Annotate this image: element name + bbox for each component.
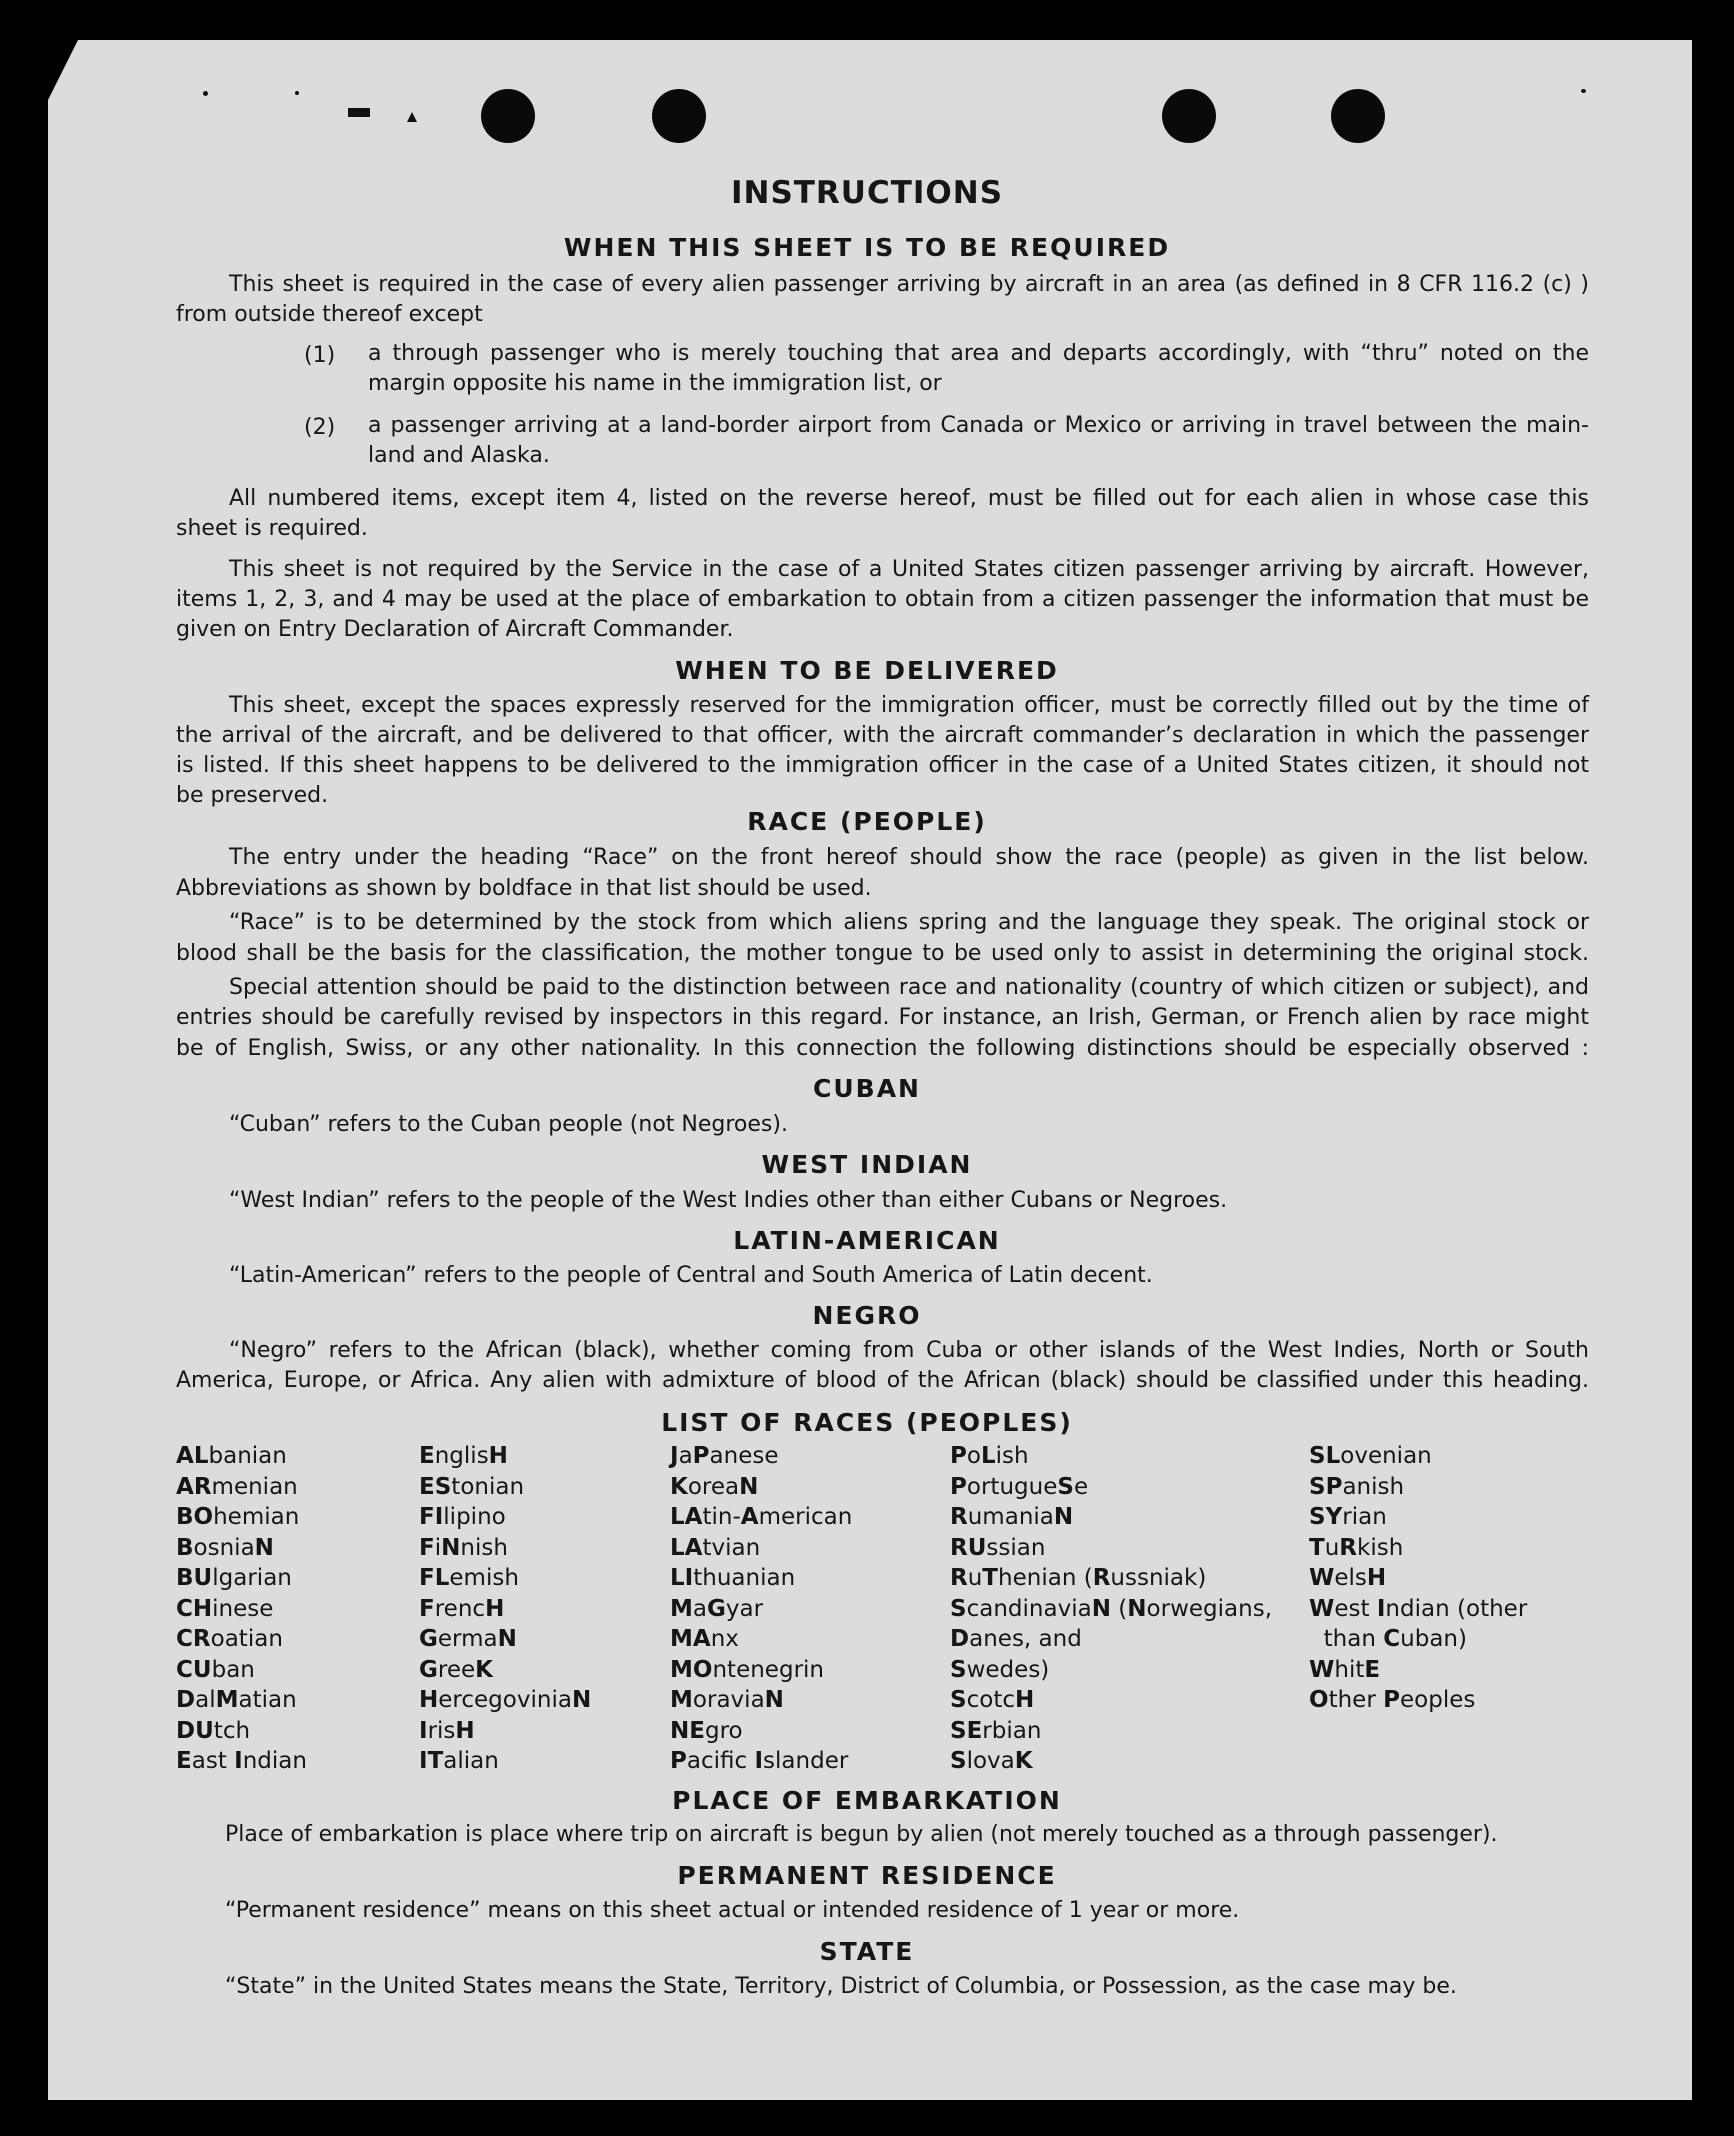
race-entry: RuThenian (Russniak) xyxy=(950,1565,1207,1591)
page-title: INSTRUCTIONS xyxy=(730,175,1004,211)
text-line: from outside thereof except xyxy=(176,302,483,327)
race-entry: ALbanian xyxy=(176,1443,287,1469)
race-entry: SYrian xyxy=(1309,1504,1387,1530)
text-line: “Latin-American” refers to the people of Central and South America of Latin decent. xyxy=(229,1263,1153,1288)
race-entry: SlovaK xyxy=(950,1748,1033,1774)
list-number: (2) xyxy=(304,415,336,440)
race-entry: WelsH xyxy=(1309,1565,1387,1591)
race-entry: ScotcH xyxy=(950,1687,1035,1713)
race-entry: SLovenian xyxy=(1309,1443,1432,1469)
race-entry: Swedes) xyxy=(950,1656,1050,1683)
text-line: “Permanent residence” means on this sheet actual or intended residence of 1 year or more. xyxy=(225,1898,1240,1923)
race-entry: IrisH xyxy=(419,1717,475,1744)
race-entry: Pacifc Islander xyxy=(670,1748,849,1774)
race-entry: RUssian xyxy=(950,1534,1046,1561)
race-entry: EnglisH xyxy=(419,1443,508,1469)
text-line: be preserved. xyxy=(176,783,329,808)
race-entry: MaGyar xyxy=(670,1595,764,1622)
race-entry: RumaniaN xyxy=(950,1504,1074,1530)
race-entry: DalMatian xyxy=(176,1687,297,1713)
punch-hole xyxy=(1162,89,1216,143)
race-entry: BosniaN xyxy=(176,1534,274,1561)
race-entry: KoreaN xyxy=(670,1473,759,1500)
text-line: given on Entry Declaration of Aircraft Commander. xyxy=(176,617,734,642)
race-entry: than Cuban) xyxy=(1323,1626,1467,1652)
punch-hole xyxy=(1331,89,1385,143)
section-heading-cuban: CUBAN xyxy=(813,1074,921,1103)
text-line: “Race” is to be determined by the stock from which aliens spring and the language they speak. The original stock or xyxy=(229,910,1589,935)
section-heading-residence: PERMANENT RESIDENCE xyxy=(677,1861,1057,1890)
race-entry: PoLish xyxy=(950,1443,1029,1469)
race-entry: East Indian xyxy=(176,1748,307,1774)
section-heading-state: STATE xyxy=(819,1937,915,1966)
section-heading-latin-american: LATIN-AMERICAN xyxy=(733,1226,1001,1255)
text-line: a passenger arriving at a land-border airport from Canada or Mexico or arriving in travel between the main- xyxy=(368,413,1589,438)
race-entry: LAtvian xyxy=(670,1534,761,1561)
race-entry: MAnx xyxy=(670,1626,739,1652)
race-entry: FrencH xyxy=(419,1595,505,1622)
race-entry: ARmenian xyxy=(176,1473,298,1500)
race-entry: CHinese xyxy=(176,1595,274,1622)
section-heading-race: RACE (PEOPLE) xyxy=(747,807,987,836)
list-number: (1) xyxy=(304,343,336,368)
race-entry: BOhemian xyxy=(176,1504,300,1530)
speck-mark xyxy=(295,91,299,95)
race-entry: Danes, and xyxy=(950,1626,1082,1652)
race-entry: EStonian xyxy=(419,1473,525,1500)
race-entry: WhitE xyxy=(1309,1656,1381,1683)
speck-mark xyxy=(203,91,208,96)
race-entry: CRoatian xyxy=(176,1626,283,1652)
text-line: sheet is required. xyxy=(176,516,368,541)
race-column xyxy=(1309,1441,1527,1716)
race-entry: CUban xyxy=(176,1656,255,1683)
race-entry: FLemish xyxy=(419,1565,519,1591)
race-entry: FiNnish xyxy=(419,1534,508,1561)
text-line: All numbered items, except item 4, listed on the reverse hereof, must be filled out for each alien in whose case this xyxy=(229,486,1589,511)
text-line: This sheet is required in the case of every alien passenger arriving by aircraft in an area (as defined in 8 CFR 116.2 (c) ) xyxy=(229,272,1589,297)
text-line: is listed. If this sheet happens to be delivered to the immigration officer in the case of a United States citizen, it should not xyxy=(176,753,1589,778)
race-entry: MoraviaN xyxy=(670,1687,784,1713)
text-line: “West Indian” refers to the people of the West Indies other than either Cubans or Negroes. xyxy=(229,1188,1228,1213)
text-line: This sheet is not required by the Service in the case of a United States citizen passenger arriving by aircraft. However, xyxy=(229,557,1589,582)
text-line: land and Alaska. xyxy=(368,443,550,468)
text-line: blood shall be the basis for the classification, the mother tongue to be used only to assist in determining the original stock. xyxy=(176,941,1589,966)
race-entry: ScandinaviaN (Norwegians, xyxy=(950,1595,1273,1622)
race-entry: BUlgarian xyxy=(176,1565,292,1591)
race-column xyxy=(670,1441,852,1777)
race-entry: FIlipino xyxy=(419,1504,506,1530)
race-entry: LAtin-American xyxy=(670,1504,853,1530)
section-heading-embarkation: PLACE OF EMBARKATION xyxy=(672,1786,1062,1815)
race-entry: HercegoviniaN xyxy=(419,1687,592,1713)
text-line: The entry under the heading “Race” on the front hereof should show the race (people) as given in the list below. xyxy=(229,845,1589,870)
section-heading-west-indian: WEST INDIAN xyxy=(761,1150,973,1179)
race-column xyxy=(176,1441,307,1777)
text-line: “Cuban” refers to the Cuban people (not Negroes). xyxy=(229,1112,788,1137)
race-entry: JaPanese xyxy=(670,1443,779,1469)
race-entry: ITalian xyxy=(419,1748,499,1774)
race-entry: GreeK xyxy=(419,1656,493,1683)
text-line: margin opposite his name in the immigration list, or xyxy=(368,371,942,396)
race-column xyxy=(419,1441,591,1777)
race-entry: PortugueSe xyxy=(950,1473,1089,1500)
race-entry: Other Peoples xyxy=(1309,1687,1476,1713)
race-entry: MOntenegrin xyxy=(670,1656,824,1683)
text-line: the arrival of the aircraft, and be delivered to that officer, with the aircraft commander’s declaration in which the passenger xyxy=(176,723,1589,748)
speck-mark xyxy=(348,108,370,117)
race-entry: SPanish xyxy=(1309,1473,1405,1500)
section-heading-negro: NEGRO xyxy=(812,1301,922,1330)
race-entry: GermaN xyxy=(419,1626,517,1652)
punch-hole xyxy=(652,89,706,143)
text-line: “Negro” refers to the African (black), whether coming from Cuba or other islands of the West Indies, North or South xyxy=(229,1338,1589,1363)
race-entry: West Indian (other xyxy=(1309,1595,1528,1622)
section-heading-required: WHEN THIS SHEET IS TO BE REQUIRED xyxy=(563,233,1171,262)
text-line: be of English, Swiss, or any other nationality. In this connection the following distinctions should be especially observed : xyxy=(176,1036,1589,1061)
text-line: a through passenger who is merely touching that area and departs accordingly, with “thru” noted on the xyxy=(368,341,1589,366)
race-entry: TuRkish xyxy=(1309,1534,1404,1561)
text-line: Abbreviations as shown by boldface in that list should be used. xyxy=(176,876,872,901)
text-line: entries should be carefully revised by inspectors in this regard. For instance, an Irish, German, or French alien by race might xyxy=(176,1005,1589,1030)
text-line: “State” in the United States means the State, Territory, District of Columbia, or Possession, as the case may be. xyxy=(225,1974,1457,1999)
text-line: Place of embarkation is place where trip on aircraft is begun by alien (not merely touched as a through passenger). xyxy=(225,1822,1498,1847)
race-entry: LIthuanian xyxy=(670,1565,796,1591)
text-line: items 1, 2, 3, and 4 may be used at the place of embarkation to obtain from a citizen passenger the information that must be xyxy=(176,587,1589,612)
race-entry: SErbian xyxy=(950,1717,1042,1744)
punch-hole xyxy=(481,89,535,143)
section-heading-delivered: WHEN TO BE DELIVERED xyxy=(675,656,1059,685)
speck-mark xyxy=(1581,89,1586,93)
section-heading-list-of-races: LIST OF RACES (PEOPLES) xyxy=(661,1408,1073,1437)
race-entry: DUtch xyxy=(176,1717,251,1744)
text-line: Special attention should be paid to the distinction between race and nationality (country of which citizen or subject), and xyxy=(229,975,1589,1000)
text-line: America, Europe, or Africa. Any alien with admixture of blood of the African (black) should be classified under this heading. xyxy=(176,1368,1589,1393)
text-line: This sheet, except the spaces expressly reserved for the immigration officer, must be correctly filled out by the time of xyxy=(229,693,1589,718)
race-column xyxy=(950,1441,1272,1777)
race-entry: NEgro xyxy=(670,1717,743,1744)
